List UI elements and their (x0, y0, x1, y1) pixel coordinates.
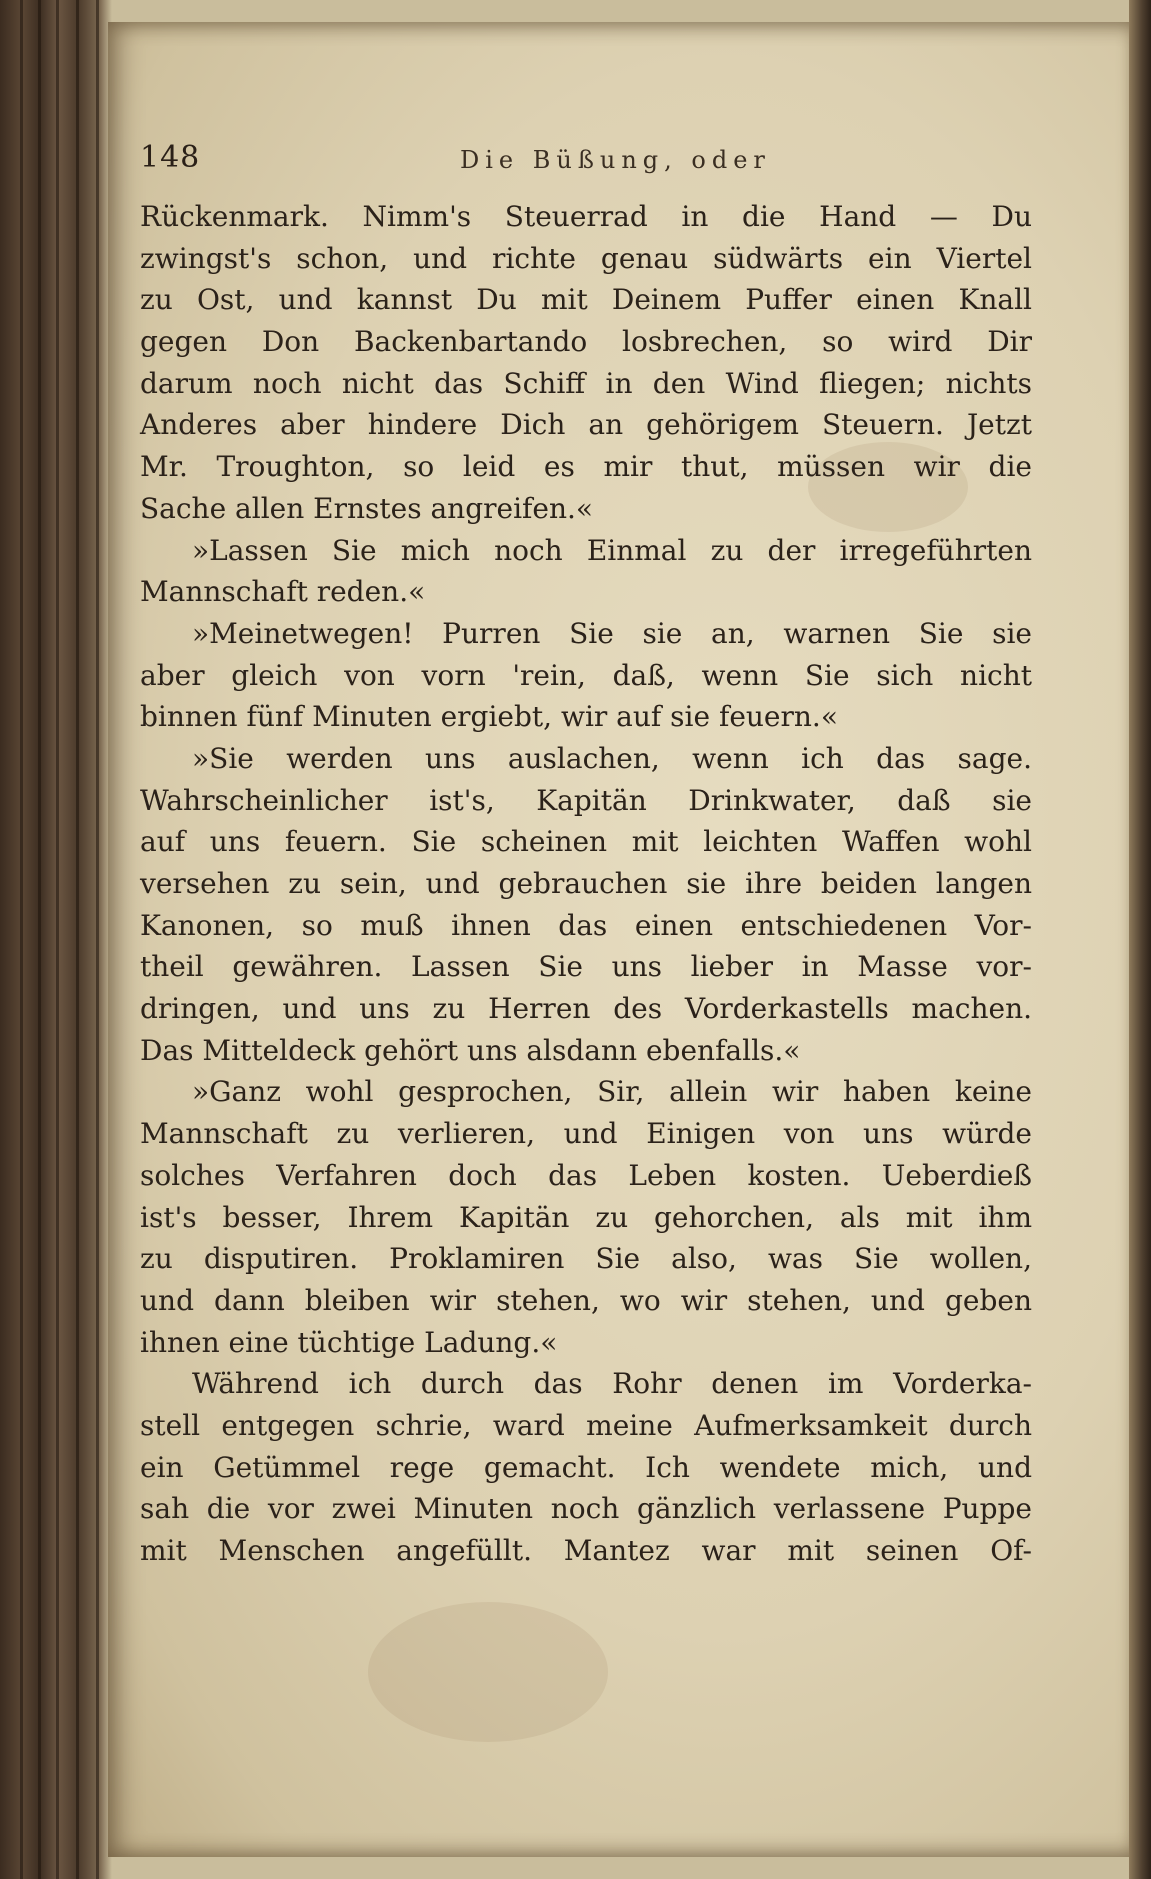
text-line: zu disputiren. Proklamiren Sie also, was Sie wollen, (140, 1242, 1032, 1276)
text-line: ein Getümmel rege gemacht. Ich wendete mich, und (140, 1450, 1032, 1484)
text-line: ihnen eine tüchtige Ladung.« (140, 1325, 558, 1359)
text-line: gegen Don Backenbartando losbrechen, so wird Dir (140, 325, 1032, 359)
text-line: versehen zu sein, und gebrauchen sie ihre beiden langen (140, 867, 1032, 900)
text-line: »Meinetwegen! Purren Sie sie an, warnen Sie sie (192, 616, 1032, 650)
body-text (140, 196, 1032, 1572)
text-line: »Ganz wohl gesprochen, Sir, allein wir haben keine (192, 1075, 1032, 1109)
text-line: und dann bleiben wir stehen, wo wir stehen, und geben (140, 1283, 1032, 1317)
text-line: ist's besser, Ihrem Kapitän zu gehorchen, als mit ihm (140, 1200, 1032, 1234)
text-line: stell entgegen schrie, ward meine Aufmerksamkeit durch (140, 1408, 1032, 1442)
text-line: Das Mitteldeck gehört uns alsdann ebenfalls.« (140, 1033, 801, 1067)
page-number: 148 (140, 140, 201, 175)
text-line: zu Ost, und kannst Du mit Deinem Puffer einen Knall (140, 283, 1032, 317)
text-line: Wahrscheinlicher ist's, Kapitän Drinkwater, daß sie (140, 783, 1032, 817)
text-line: solches Verfahren doch das Leben kosten. Ueberdieß (140, 1158, 1032, 1192)
text-line: »Sie werden uns auslachen, wenn ich das sage. (192, 741, 1032, 775)
text-line: zwingst's schon, und richte genau südwärts ein Viertel (140, 241, 1032, 275)
text-line: sah die vor zwei Minuten noch gänzlich verlassene Puppe (140, 1492, 1032, 1526)
text-line: Rückenmark. Nimm's Steuerrad in die Hand — Du (140, 200, 1032, 233)
text-line: dringen, und uns zu Herren des Vorderkastells machen. (140, 992, 1032, 1026)
text-line: aber gleich von vorn 'rein, daß, wenn Sie sich nicht (140, 658, 1032, 692)
text-line: Sache allen Ernstes angreifen.« (140, 491, 594, 525)
text-line: auf uns feuern. Sie scheinen mit leichten Waffen wohl (140, 825, 1032, 859)
right-page-edge (1129, 0, 1151, 1879)
text-line: Mannschaft reden.« (140, 575, 426, 609)
text-line: Während ich durch das Rohr denen im Vorderka- (192, 1367, 1032, 1401)
text-line: Mannschaft zu verlieren, und Einigen von uns würde (140, 1117, 1032, 1151)
page-header (140, 140, 840, 180)
text-line: darum noch nicht das Schiff in den Wind fliegen; nichts (140, 366, 1032, 400)
text-line: theil gewähren. Lassen Sie uns lieber in Masse vor- (140, 950, 1032, 984)
text-line: Anderes aber hindere Dich an gehörigem Steuern. Jetzt (140, 408, 1032, 442)
running-head: Die Büßung, oder (460, 146, 771, 174)
text-line: binnen fünf Minuten ergiebt, wir auf sie feuern.« (140, 700, 838, 734)
text-line: mit Menschen angefüllt. Mantez war mit seinen Of- (140, 1534, 1032, 1567)
text-line: Kanonen, so muß ihnen das einen entschiedenen Vor- (140, 908, 1032, 942)
text-line: »Lassen Sie mich noch Einmal zu der irregeführten (192, 533, 1032, 567)
text-line: Mr. Troughton, so leid es mir thut, müssen wir die (140, 450, 1032, 484)
book-binding-edge (0, 0, 112, 1879)
